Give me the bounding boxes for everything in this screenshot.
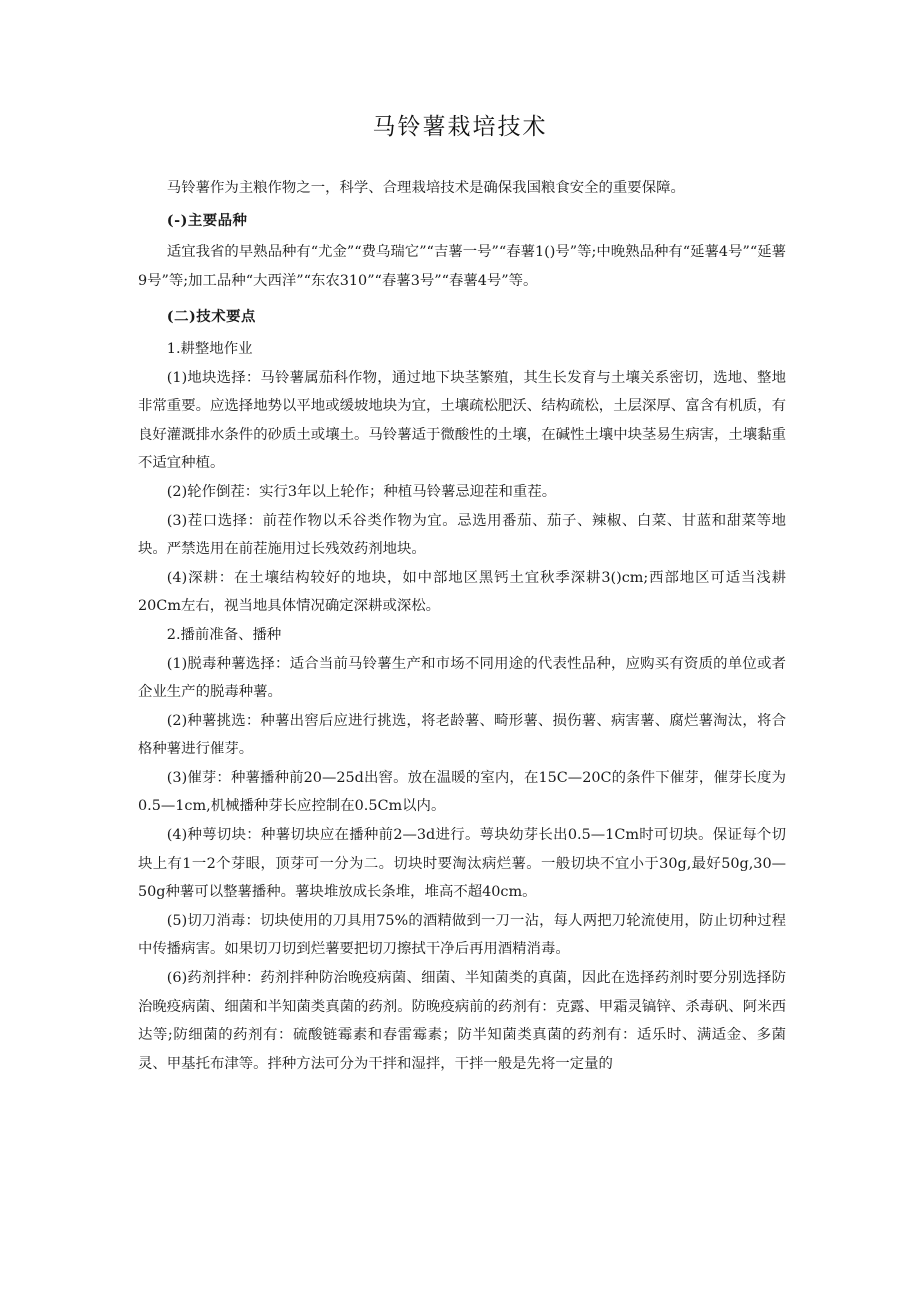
document-body [138,174,786,1078]
body-paragraph: (3)催芽：种薯播种前20—25d出窖。放在温暖的室内，在15C—20C的条件下催芽，催芽长度为0.5—1cm,机械播种芽长应控制在0.5Cm以内。 [138,769,786,815]
body-paragraph: (5)切刀消毒：切块使用的刀具用75%的酒精做到一刀一沾，每人两把刀轮流使用，防止切种过程中传播病害。如果切刀切到烂薯要把切刀擦拭干净后再用酒精消毒。 [138,912,786,958]
section-heading: (二)技术要点 [166,308,256,326]
body-paragraph: (4)深耕：在土壤结构较好的地块，如中部地区黑钙土宜秋季深耕3()cm;西部地区可适当浅耕20Cm左右，视当地具体情况确定深耕或深松。 [138,569,786,615]
body-paragraph: (4)种萼切块：种薯切块应在播种前2—3d进行。萼块幼芽长出0.5—1Cm时可切块。保证每个切块上有1一2个芽眼，顶芽可一分为二。切块时要淘汰病烂薯。一般切块不宜小于30g,最好50g,30—50g种薯可以整薯播种。薯块堆放成长条堆，堆高不超40cm。 [138,827,786,901]
body-paragraph: (2)种薯挑选：种薯出窖后应进行挑选，将老龄薯、畸形薯、损伤薯、病害薯、腐烂薯淘汰，将合格种薯进行催芽。 [138,712,786,758]
body-paragraph: (1)脱毒种薯选择：适合当前马铃薯生产和市场不同用途的代表性品种，应购买有资质的单位或者企业生产的脱毒种薯。 [138,655,786,701]
section-heading: (-)主要品种 [166,211,248,229]
body-paragraph: (3)茬口选择：前茬作物以禾谷类作物为宜。忌选用番茄、茄子、辣椒、白菜、甘蓝和甜菜等地块。严禁选用在前茬施用过长残效药剂地块。 [138,512,786,558]
body-paragraph: (6)药剂拌种：药剂拌种防治晚疫病菌、细菌、半知菌类的真菌，因此在选择药剂时要分别选择防治晚疫病菌、细菌和半知菌类真菌的药剂。防晚疫病前的药剂有：克露、甲霜灵镐锌、杀毒矾、阿米西达等;防细菌的药剂有：硫酸链霉素和春雷霉素；防半知菌类真菌的药剂有：适乐时、满适金、多菌灵、甲基托布津等。拌种方法可分为干拌和湿拌，干拌一般是先将一定量的 [138,970,786,1072]
body-paragraph: 马铃薯作为主粮作物之一，科学、合理栽培技术是确保我国粮食安全的重要保障。 [166,180,685,196]
body-paragraph: 1.耕整地作业 [166,340,253,357]
body-paragraph: 2.播前准备、播种 [166,626,282,643]
page-title: 马铃薯栽培技术 [372,114,548,140]
body-paragraph: (1)地块选择：马铃薯属茄科作物，通过地下块茎繁殖，其生长发育与土壤关系密切，选地、整地非常重要。应选择地势以平地或缓坡地块为宜，土壤疏松肥沃、结构疏松，土层深厚、富含有机质，有良好灌溉排水条件的砂质土或壤土。马铃薯适于微酸性的土壤，在碱性土壤中块茎易生病害，土壤黏重不适宜种植。 [138,369,786,472]
body-paragraph: 适宜我省的早熟品种有“尤金”“费乌瑞它”“吉薯一号”“春薯1()号”等;中晚熟品种有“延薯4号”“延薯9号”等;加工品种“大西洋”“东农310”“春薯3号”“春薯4号”等。 [138,244,786,289]
body-paragraph: (2)轮作倒茬：实行3年以上轮作；种植马铃薯忌迎茬和重茬。 [166,483,557,500]
